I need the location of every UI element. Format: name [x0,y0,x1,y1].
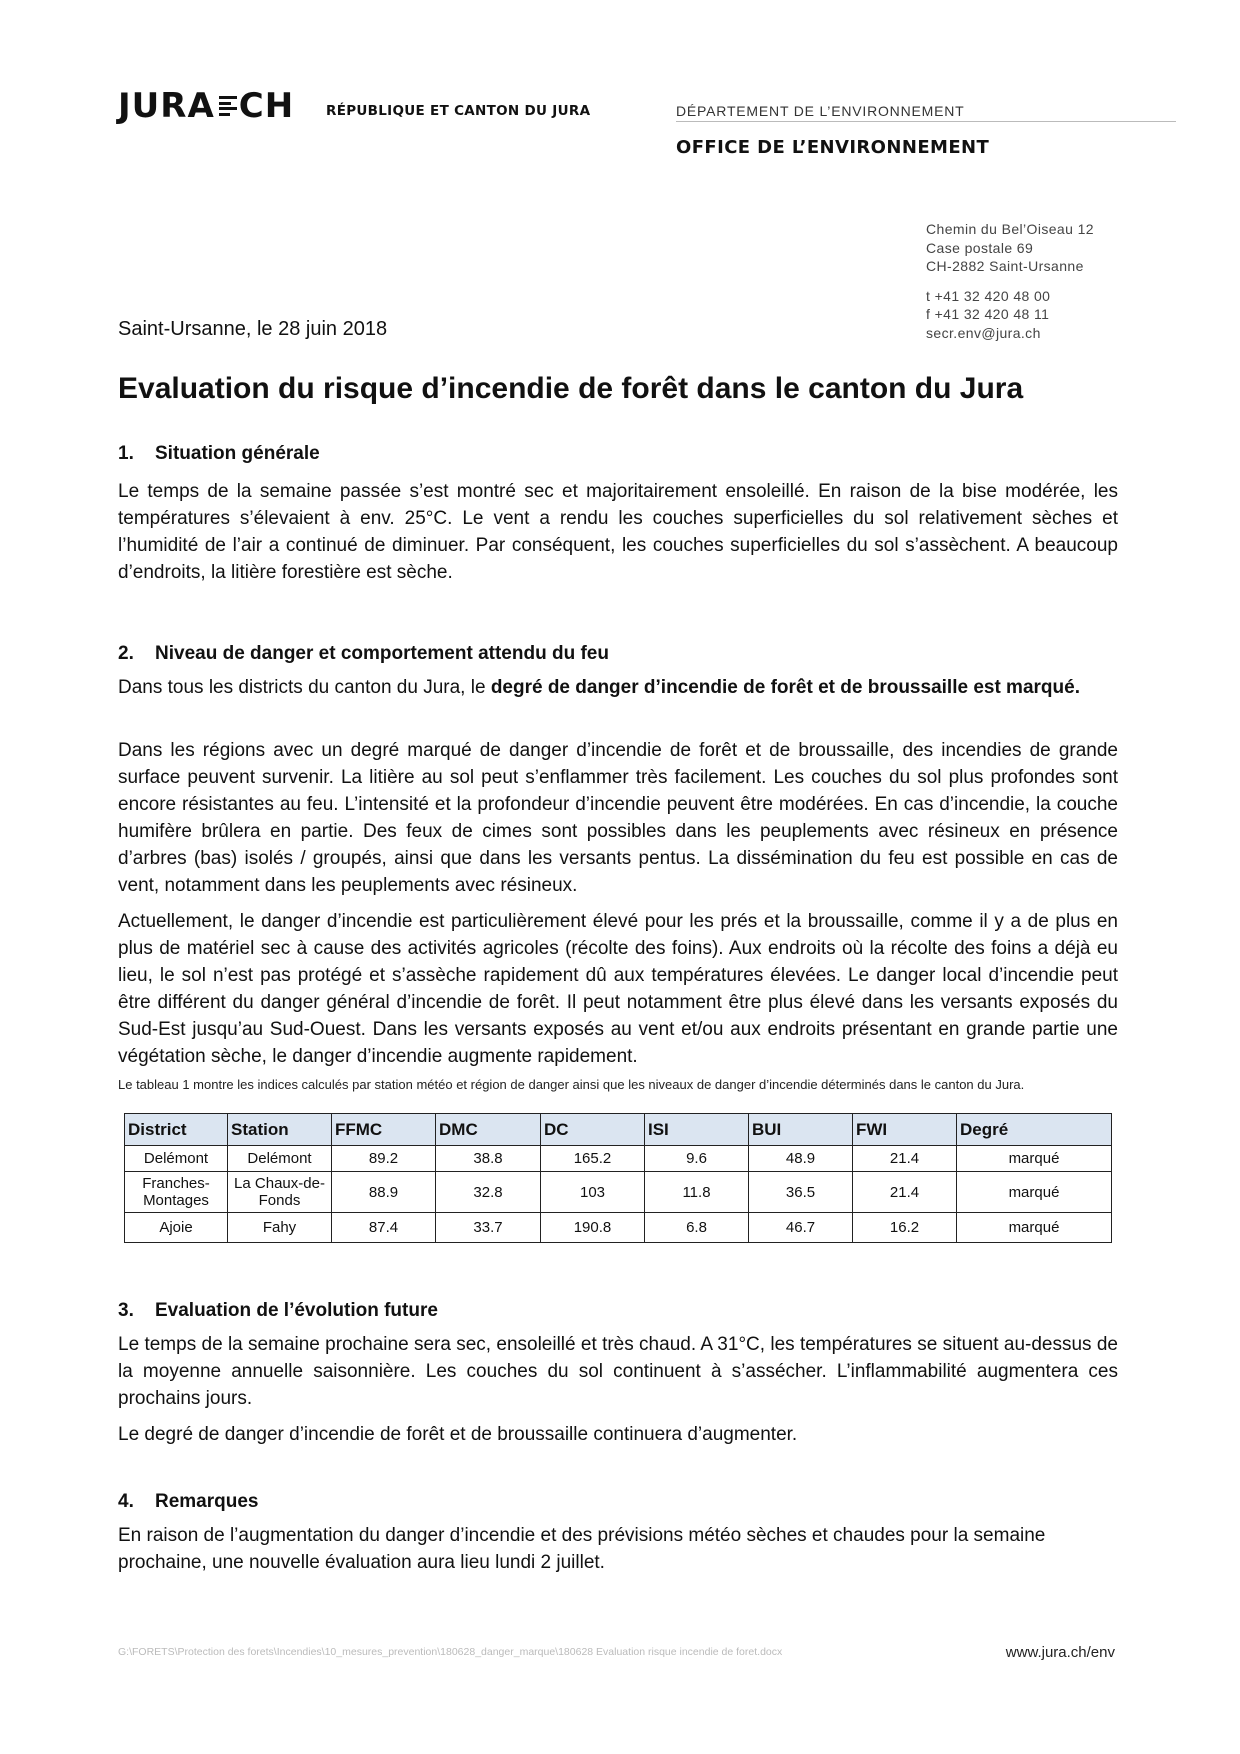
header-isi: ISI [645,1114,749,1146]
document-date: Saint-Ursanne, le 28 juin 2018 [118,318,388,340]
address-street: Chemin du Bel’Oiseau 12 [926,221,1094,237]
cell-dmc: 33.7 [436,1213,541,1243]
cell-dc: 103 [541,1172,645,1213]
section-4-heading [118,1491,259,1513]
header-bui: BUI [749,1114,853,1146]
cell-ffmc: 89.2 [332,1146,436,1172]
cell-ffmc: 88.9 [332,1172,436,1213]
cell-degre: marqué [957,1146,1112,1172]
table-caption: Le tableau 1 montre les indices calculés par station météo et région de danger ainsi que les niveaux de danger d’incendie déterminés dans le canton du Jura. [118,1077,1025,1092]
section-3-conclusion: Le degré de danger d’incendie de forêt et de broussaille continuera d’augmenter. [118,1424,798,1445]
cell-district: Franches-Montages [125,1172,228,1213]
header-station: Station [228,1114,332,1146]
table-row [125,1213,1112,1243]
section-title: Remarques [155,1491,259,1512]
section-title: Situation générale [155,443,320,464]
jura-logo [118,86,295,126]
cell-ffmc: 87.4 [332,1213,436,1243]
office-name: OFFICE DE L’ENVIRONNEMENT [676,137,990,158]
section-number: 4. [118,1491,134,1512]
section-4-paragraph: En raison de l’augmentation du danger d’incendie et des prévisions météo sèches et chaudes pour la semaine prochaine, une nouvelle évaluation aura lieu lundi 2 juillet. [118,1525,1046,1573]
section-3-paragraph: Le temps de la semaine prochaine sera sec, ensoleillé et très chaud. A 31°C, les températures se situent au-dessus de la moyenne annuelle saisonnière. Les couches du sol continuent à s’assécher. L’inflammabilité augmentera ces prochains jours. [118,1334,1118,1409]
footer-file-path: G:\FORETS\Protection des forets\Incendies\10_mesures_prevention\180628_danger_marque\180628 Evaluation risque incendie de foret.docx [118,1646,783,1658]
logo-text-ch: CH [238,86,295,126]
cell-dc: 190.8 [541,1213,645,1243]
address-phone: t +41 32 420 48 00 [926,287,1051,304]
cell-district: Ajoie [125,1213,228,1243]
department-name: DÉPARTEMENT DE L’ENVIRONNEMENT [676,103,965,119]
section-title: Niveau de danger et comportement attendu du feu [155,643,609,664]
logo-text-jura: JURA [118,86,215,126]
cell-degre: marqué [957,1213,1112,1243]
cell-isi: 9.6 [645,1146,749,1172]
table-row [125,1146,1112,1172]
fire-index-table [124,1113,1112,1243]
cell-district: Delémont [125,1146,228,1172]
document-title: Evaluation du risque d’incendie de forêt dans le canton du Jura [118,372,1024,405]
cell-bui: 36.5 [749,1172,853,1213]
header-divider [676,121,1176,122]
header-degre: Degré [957,1114,1112,1146]
section-number: 2. [118,643,134,664]
logo-emblem-icon [219,93,237,119]
cell-fwi: 21.4 [853,1146,957,1172]
cell-fwi: 21.4 [853,1172,957,1213]
cell-dmc: 38.8 [436,1146,541,1172]
section-title: Evaluation de l’évolution future [155,1300,438,1321]
cell-bui: 48.9 [749,1146,853,1172]
section-2-heading [118,643,609,665]
cell-dmc: 32.8 [436,1172,541,1213]
cell-station: Delémont [228,1146,332,1172]
cell-dc: 165.2 [541,1146,645,1172]
cell-degre: marqué [957,1172,1112,1213]
address-city: CH-2882 Saint-Ursanne [926,258,1084,274]
header-dc: DC [541,1114,645,1146]
address-fax: f +41 32 420 48 11 [926,306,1050,322]
section-1-heading [118,443,320,465]
cell-station: La Chaux-de-Fonds [228,1172,332,1213]
sender-address [926,220,1094,342]
cell-fwi: 16.2 [853,1213,957,1243]
section-number: 1. [118,443,134,464]
address-email: secr.env@jura.ch [926,324,1041,341]
section-1-paragraph: Le temps de la semaine passée s’est montré sec et majoritairement ensoleillé. En raison de la bise modérée, les températures s’élevaient à env. 25°C. Le vent a rendu les couches superficielles du sol relativement sèches et l’humidité de l’air a continué de diminuer. Par conséquent, les couches superficielles du sol s’assèchent. A beaucoup d’endroits, la litière forestière est sèche. [118,481,1118,583]
section-number: 3. [118,1300,134,1321]
cell-isi: 6.8 [645,1213,749,1243]
danger-statement-text: Dans tous les districts du canton du Jura, le [118,677,491,698]
header-district: District [125,1114,228,1146]
section-2-danger-statement [118,674,1118,701]
cell-isi: 11.8 [645,1172,749,1213]
canton-name: RÉPUBLIQUE ET CANTON DU JURA [326,103,591,119]
table-row [125,1172,1112,1213]
header-ffmc: FFMC [332,1114,436,1146]
footer-website-link[interactable]: www.jura.ch/env [1005,1644,1115,1661]
table-header-row [125,1114,1112,1146]
header-fwi: FWI [853,1114,957,1146]
section-2-paragraph-behaviour: Dans les régions avec un degré marqué de danger d’incendie de forêt et de broussaille, des incendies de grande surface peuvent survenir. La litière au sol peut s’enflammer très facilement. Les couches du sol plus profondes sont encore résistantes au feu. L’intensité et la profondeur d’incendie peuvent être modérées. En cas d’incendie, la couche humifère brûlera en partie. Des feux de cimes sont possibles dans les peuplements avec résineux en présence d’arbres (bas) isolés / groupés, ainsi que dans les versants pentus. La dissémination du feu est possible en cas de vent, notamment dans les peuplements avec résineux. [118,740,1118,896]
cell-bui: 46.7 [749,1213,853,1243]
section-3-heading [118,1300,438,1322]
section-2-paragraph-current: Actuellement, le danger d’incendie est particulièrement élevé pour les prés et la broussaille, comme il y a de plus en plus de matériel sec à cause des activités agricoles (récolte des foins). Aux endroits où la récolte des foins a déjà eu lieu, le sol n’est pas protégé et s’assèche rapidement dû aux températures élevées. Le danger local d’incendie peut être différent du danger général d’incendie de forêt. Il peut notamment être plus élevé dans les versants exposés du Sud-Est jusqu’au Sud-Ouest. Dans les versants exposés au vent et/ou aux endroits présentant en grande partie une végétation sèche, le danger d’incendie augmente rapidement. [118,911,1118,1067]
header-dmc: DMC [436,1114,541,1146]
cell-station: Fahy [228,1213,332,1243]
danger-statement-bold: degré de danger d’incendie de forêt et de broussaille est marqué. [490,677,1080,698]
address-po-box: Case postale 69 [926,239,1034,256]
